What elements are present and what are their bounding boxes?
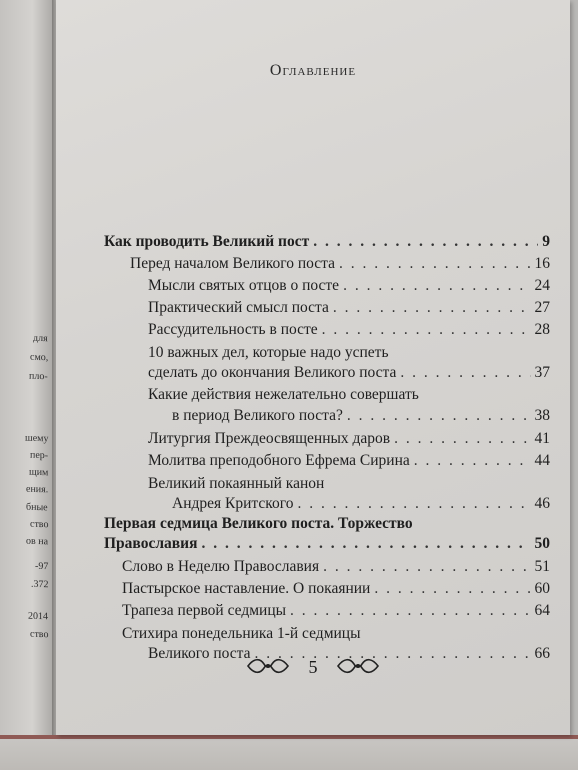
toc-page-number: 64: [534, 602, 550, 619]
toc-entry: [148, 344, 550, 366]
toc-entry: [104, 233, 550, 255]
toc-entry-title: Стихира понедельника 1-й седмицы: [122, 625, 361, 642]
left-page-text-fragment: ения.: [25, 483, 48, 496]
left-page-text-fragment: ство: [29, 628, 48, 641]
left-page-text-fragment: -97: [34, 560, 48, 573]
toc-leader-dots: [343, 277, 530, 295]
toc-entry: [122, 558, 550, 580]
toc-entry: [148, 299, 550, 321]
toc-entry-title: Практический смысл поста: [148, 299, 329, 316]
toc-entry-title: Великий покаянный канон: [148, 475, 325, 492]
toc-entry: [122, 580, 550, 602]
toc-entry: [148, 277, 550, 299]
left-page-text-fragment: пер-: [29, 449, 48, 462]
toc-page-number: 28: [534, 321, 550, 338]
left-page: [0, 0, 54, 770]
left-page-text-fragment: пло-: [29, 370, 48, 383]
toc-entry: [122, 602, 550, 624]
toc-entry: [122, 625, 550, 647]
toc-entry: [148, 386, 550, 408]
left-page-text-fragment: .372: [30, 578, 48, 591]
toc-entry-title: сделать до окончания Великого поста: [148, 364, 397, 381]
toc-entry-title: Трапеза первой седмицы: [122, 602, 287, 619]
toc-entry: [148, 321, 550, 343]
toc-leader-dots: [400, 364, 530, 382]
toc-page-number: 37: [534, 364, 550, 381]
toc-page-number: 51: [534, 558, 550, 575]
toc-entry: [148, 364, 550, 386]
toc-entry: [130, 255, 550, 277]
toc-page: [56, 0, 570, 735]
left-page-text-fragment: для: [33, 332, 48, 345]
toc-entry-title: Молитва преподобного Ефрема Сирина: [148, 452, 410, 469]
toc-page-number: 9: [542, 233, 550, 250]
toc-entry-title: Православия: [104, 535, 198, 552]
left-page-text-fragment: щим: [28, 466, 48, 479]
left-page-text-fragment: бные: [26, 501, 48, 514]
toc-entry-title: Какие действия нежелательно совершать: [148, 386, 419, 403]
toc-leader-dots: [323, 558, 530, 576]
toc-entry-title: Слово в Неделю Православия: [122, 558, 320, 575]
floral-ornament-icon: [336, 657, 380, 680]
toc-entry: [104, 515, 550, 537]
page-footer: [56, 657, 570, 680]
toc-entry-title: Литургия Преждеосвященных даров: [148, 430, 391, 447]
toc-page-number: 46: [534, 495, 550, 512]
toc-leader-dots: [333, 299, 531, 317]
toc-entry: [104, 535, 550, 557]
left-page-text-fragment: шему: [24, 432, 48, 445]
left-page-text-fragment: ов на: [25, 535, 48, 548]
toc-entry: [172, 407, 550, 429]
toc-entry-title: 10 важных дел, которые надо успеть: [148, 344, 389, 361]
book-bottom-edge: [0, 735, 578, 770]
toc-entry-title: Рассудительность в посте: [148, 321, 318, 338]
toc-entry-title: Перед началом Великого поста: [130, 255, 335, 272]
toc-leader-dots: [297, 495, 530, 513]
toc-entry: [172, 495, 550, 517]
toc-leader-dots: [414, 452, 531, 470]
toc-leader-dots: [374, 580, 530, 598]
book-edge-stripe: [0, 735, 578, 739]
toc-leader-dots: [347, 407, 531, 425]
toc-entry-title: Мысли святых отцов о посте: [148, 277, 340, 294]
floral-ornament-icon: [246, 657, 290, 680]
toc-entry-title: Пастырское наставление. О покаянии: [122, 580, 371, 597]
toc-entry-title: в период Великого поста?: [172, 407, 343, 424]
toc-entry-title: Первая седмица Великого поста. Торжество: [104, 515, 413, 532]
toc-leader-dots: [339, 255, 531, 273]
toc-entry: [148, 452, 550, 474]
toc-leader-dots: [313, 233, 538, 251]
toc-leader-dots: [290, 602, 530, 620]
toc-entry: [148, 430, 550, 452]
toc-page-number: 41: [534, 430, 550, 447]
toc-page-number: 44: [534, 452, 550, 469]
toc-page-number: 24: [534, 277, 550, 294]
left-page-text-fragment: смо,: [29, 351, 48, 364]
toc-entry-title: Как проводить Великий пост: [104, 233, 310, 250]
toc-leader-dots: [322, 321, 531, 339]
toc-leader-dots: [201, 535, 530, 553]
toc-entry-title: Великого поста: [148, 645, 251, 662]
toc-page-number: 38: [534, 407, 550, 424]
toc-page-number: 60: [534, 580, 550, 597]
toc-page-number: 66: [534, 645, 550, 662]
toc-page-number: 50: [534, 535, 550, 552]
page-number: 5: [308, 657, 318, 677]
toc-leader-dots: [394, 430, 530, 448]
toc-page-number: 16: [534, 255, 550, 272]
toc-entry-title: Андрея Критского: [172, 495, 294, 512]
left-page-text-fragment: ство: [29, 518, 48, 531]
toc-entry: [148, 475, 550, 497]
left-page-text-fragment: 2014: [28, 610, 48, 623]
page-title: Оглавление: [269, 62, 357, 79]
toc-page-number: 27: [534, 299, 550, 316]
